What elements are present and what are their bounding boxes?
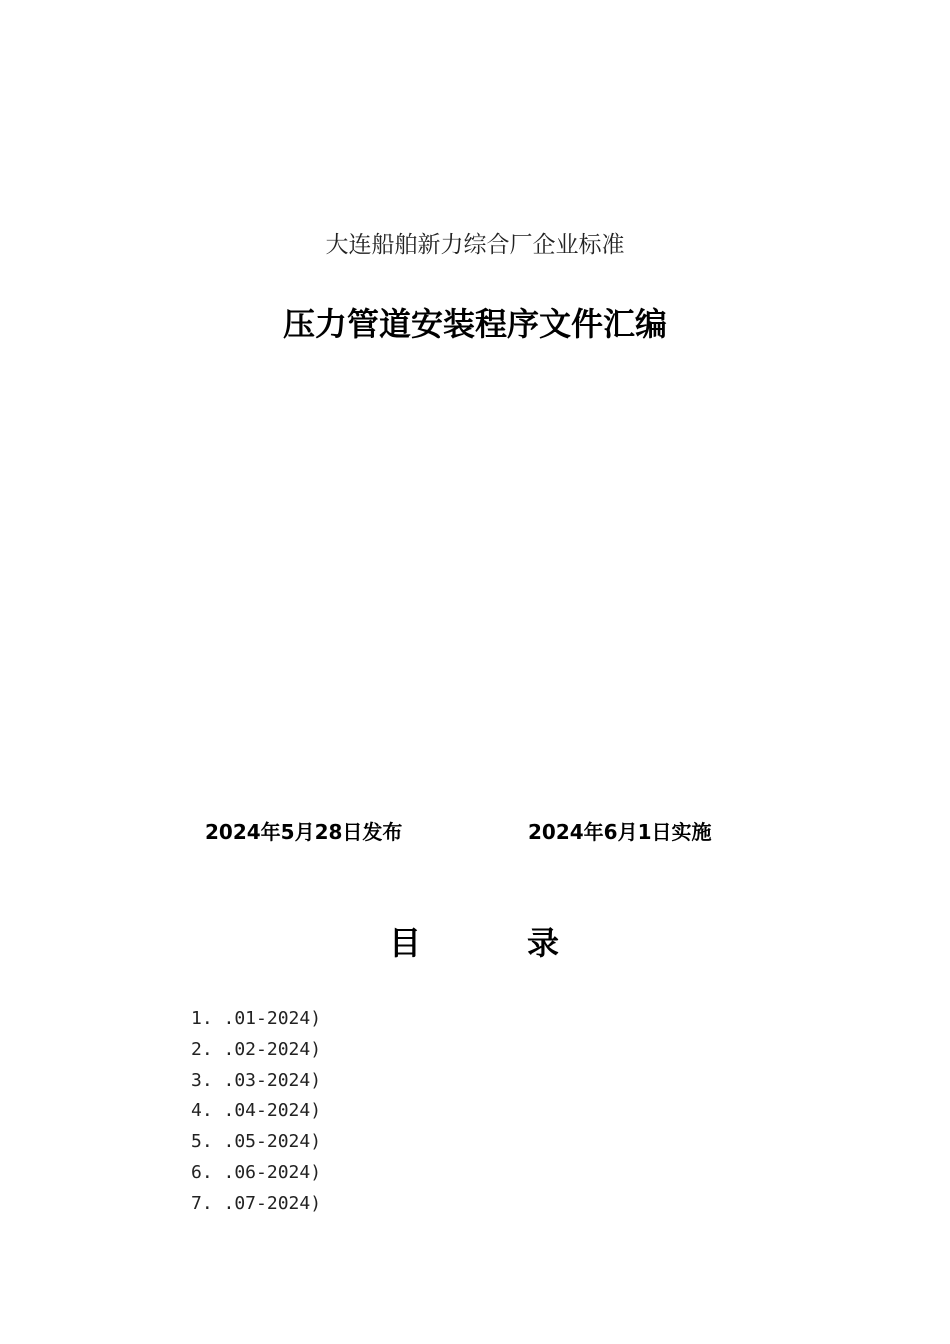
toc-item: 3. .03-2024) <box>191 1069 322 1091</box>
toc-list <box>191 1004 321 1220</box>
toc-heading-char-1: 目 <box>389 924 422 962</box>
document-title: 压力管道安装程序文件汇编 <box>282 305 667 343</box>
effective-date: 2024年6月1日实施 <box>528 820 712 844</box>
toc-heading-char-2: 录 <box>527 924 560 962</box>
toc-item: 2. .02-2024) <box>191 1038 322 1060</box>
toc-item: 5. .05-2024) <box>191 1131 322 1153</box>
toc-item: 7. .07-2024) <box>191 1192 322 1214</box>
issuer-line: 大连船舶新力综合厂企业标准 <box>325 232 625 258</box>
publish-date: 2024年5月28日发布 <box>205 820 403 844</box>
toc-item: 6. .06-2024) <box>191 1161 322 1183</box>
toc-item: 4. .04-2024) <box>191 1100 322 1122</box>
toc-item: 1. .01-2024) <box>191 1008 322 1029</box>
toc-heading <box>0 920 950 966</box>
